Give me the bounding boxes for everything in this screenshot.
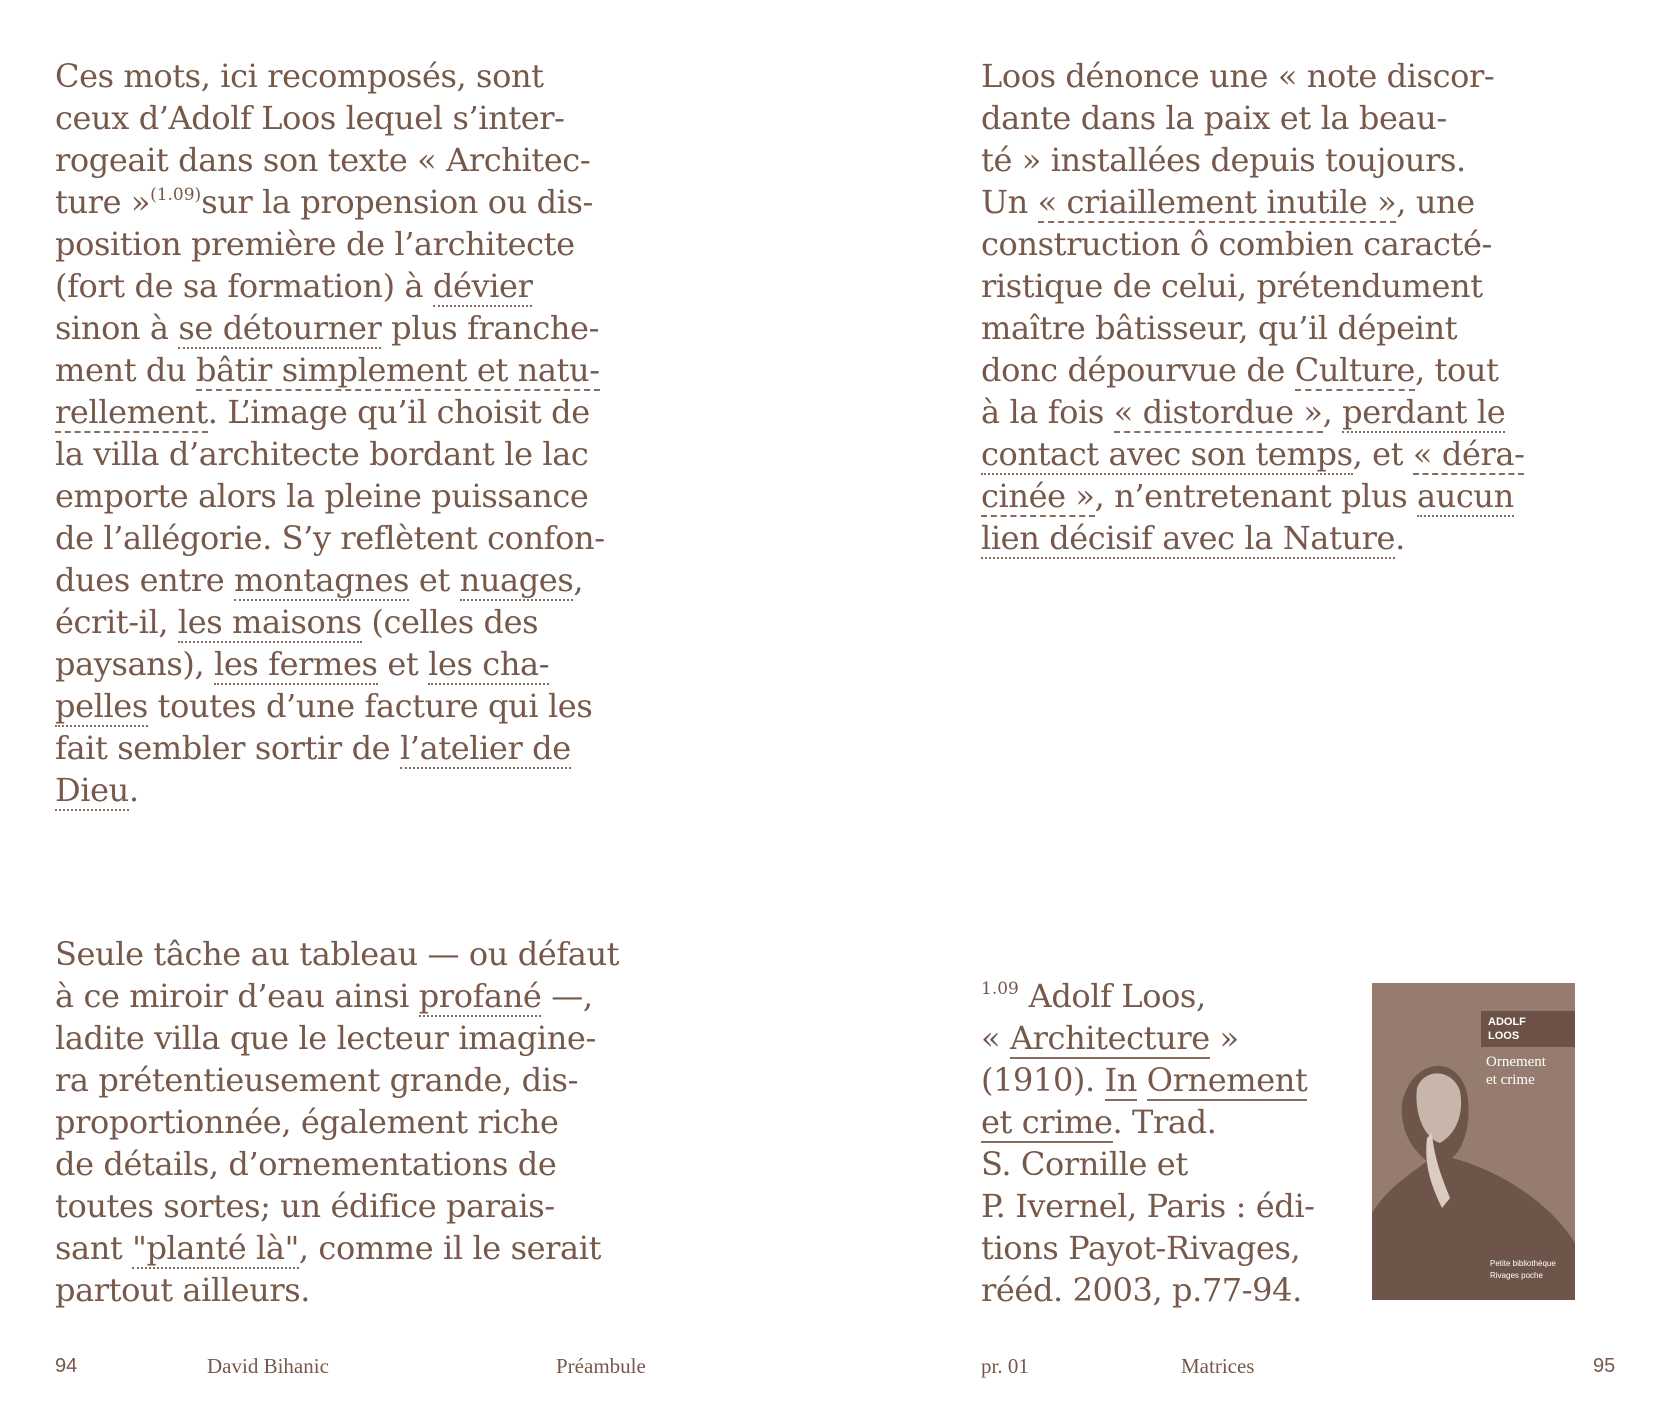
annotated-term[interactable]: montagnes [234,561,410,599]
annotated-term[interactable]: les maisons [177,603,362,641]
text-line: ladite villa que le lecteur imagine- [55,1019,596,1057]
text-line: té » installées depuis toujours. [981,141,1466,179]
text-line: dante dans la paix et la beau- [981,99,1447,137]
annotated-term[interactable]: nuages [459,561,574,599]
annotated-term[interactable]: « distordue » [1113,393,1323,431]
text-line: position première de l’architecte [55,225,575,263]
cover-bottom-line2: Rivages poche [1490,1271,1543,1280]
text-line: sinon à se détourner plus franche- [55,309,600,347]
annotated-term[interactable]: lien décisif avec la Nature [981,519,1396,557]
text-line: pelles toutes d’une facture qui les [55,687,593,725]
annotated-term[interactable]: « déra- [1412,435,1525,473]
annotated-term[interactable]: bâtir simplement et natu- [196,351,600,389]
text-line: ra prétentieusement grande, dis- [55,1061,578,1099]
text-line: ture »$^{(1.09)}$sur la propension ou dis- [55,183,593,221]
annotated-term[interactable]: cinée » [981,477,1095,515]
annotated-term[interactable]: perdant le [1342,393,1506,431]
annotated-term[interactable]: les cha- [428,645,550,683]
text-line: cinée », n’entretenant plus aucun [981,477,1514,515]
annotated-term[interactable]: In [1104,1061,1138,1099]
cover-author-line1: ADOLF [1488,1016,1526,1028]
left-paragraph-2 [55,933,619,1311]
text-line: ceux d’Adolf Loos lequel s’inter- [55,99,565,137]
annotated-term[interactable]: "planté là" [132,1229,299,1267]
text-line: contact avec son temps, et « déra- [981,435,1525,473]
annotated-term[interactable]: Dieu [55,771,129,809]
book-cover-illustration [1372,983,1575,1300]
text-line: donc dépourvue de Culture, tout [981,351,1499,389]
cover-author-line2: LOOS [1488,1030,1520,1042]
footnote-number: 1.09 [981,979,1019,999]
annotated-term[interactable]: pelles [55,687,148,725]
text-line: ment du bâtir simplement et natu- [55,351,600,389]
text-line: rellement. L’image qu’il choisit de [55,393,590,431]
text-line: de détails, d’ornementations de [55,1145,557,1183]
text-line: sant "planté là", comme il le serait [55,1229,602,1267]
text-line: paysans), les fermes et les cha- [55,645,550,683]
text-line: $^{1.09}$ Adolf Loos, [981,977,1206,1015]
annotated-term[interactable]: profané [418,977,542,1015]
annotated-term[interactable]: Architecture [1009,1019,1210,1057]
annotated-term[interactable]: « criaillement inutile » [1037,183,1397,221]
annotated-term[interactable]: rellement [55,393,208,431]
text-line: partout ailleurs. [55,1271,311,1309]
running-head-section: Préambule [556,1354,646,1378]
footnote-ref[interactable]: (1.09) [150,185,202,205]
text-line: de l’allégorie. S’y reflètent confon- [55,519,605,557]
text-line: proportionnée, également riche [55,1103,559,1141]
cover-title-line1: Ornement [1486,1054,1546,1070]
running-head-author: David Bihanic [207,1354,329,1378]
text-line: écrit-il, les maisons (celles des [55,603,539,641]
left-page [0,0,826,1417]
text-line: emporte alors la pleine puissance [55,477,589,515]
annotated-term[interactable]: Ornement [1146,1061,1308,1099]
text-line: rééd. 2003, p.77-94. [981,1271,1302,1309]
text-line: Dieu. [55,771,139,809]
annotated-term[interactable]: l’atelier de [399,729,571,767]
text-line: Seule tâche au tableau — ou défaut [55,935,620,973]
annotated-term[interactable]: dévier [432,267,533,305]
annotated-term[interactable]: et crime [981,1103,1113,1141]
text-line: construction ô combien caracté- [981,225,1492,263]
text-line: (fort de sa formation) à dévier [55,267,533,305]
text-line: et crime. Trad. [981,1103,1217,1141]
text-line: à ce miroir d’eau ainsi profané —, [55,977,593,1015]
annotated-term[interactable]: les fermes [214,645,378,683]
annotated-term[interactable]: Culture [1294,351,1415,389]
text-line: toutes sortes; un édifice parais- [55,1187,555,1225]
text-line: rogeait dans son texte « Architec- [55,141,591,179]
text-line: fait sembler sortir de l’atelier de [55,729,571,767]
text-line: S. Cornille et [981,1145,1188,1183]
text-line: P. Ivernel, Paris : édi- [981,1187,1315,1225]
text-line: Un « criaillement inutile », une [981,183,1475,221]
text-line: maître bâtisseur, qu’il dépeint [981,309,1458,347]
text-line: Ces mots, ici recomposés, sont [55,57,544,95]
cover-title-line2: et crime [1486,1072,1535,1088]
page-number-left: 94 [55,1355,78,1377]
annotated-term[interactable]: se détourner [178,309,382,347]
running-head-part: pr. 01 [981,1354,1029,1378]
right-paragraph-1 [981,55,1524,559]
text-line: Loos dénonce une « note discor- [981,57,1495,95]
book-cover-image [1372,983,1575,1300]
text-line: lien décisif avec la Nature. [981,519,1405,557]
left-paragraph-1 [55,55,605,811]
page-number-right: 95 [1593,1355,1616,1377]
annotated-term[interactable]: aucun [1417,477,1514,515]
running-head-chapter: Matrices [1181,1354,1255,1378]
text-line: la villa d’architecte bordant le lac [55,435,589,473]
text-line: à la fois « distordue », perdant le [981,393,1506,431]
text-line: dues entre montagnes et nuages, [55,561,584,599]
text-line: tions Payot-Rivages, [981,1229,1301,1267]
text-line: « Architecture » [981,1019,1239,1057]
text-line: (1910). In Ornement [981,1061,1308,1099]
cover-bottom-line1: Petite bibliothèque [1490,1259,1556,1268]
footnote-1-09 [981,975,1315,1311]
annotated-term[interactable]: contact avec son temps [981,435,1353,473]
text-line: ristique de celui, prétendument [981,267,1483,305]
